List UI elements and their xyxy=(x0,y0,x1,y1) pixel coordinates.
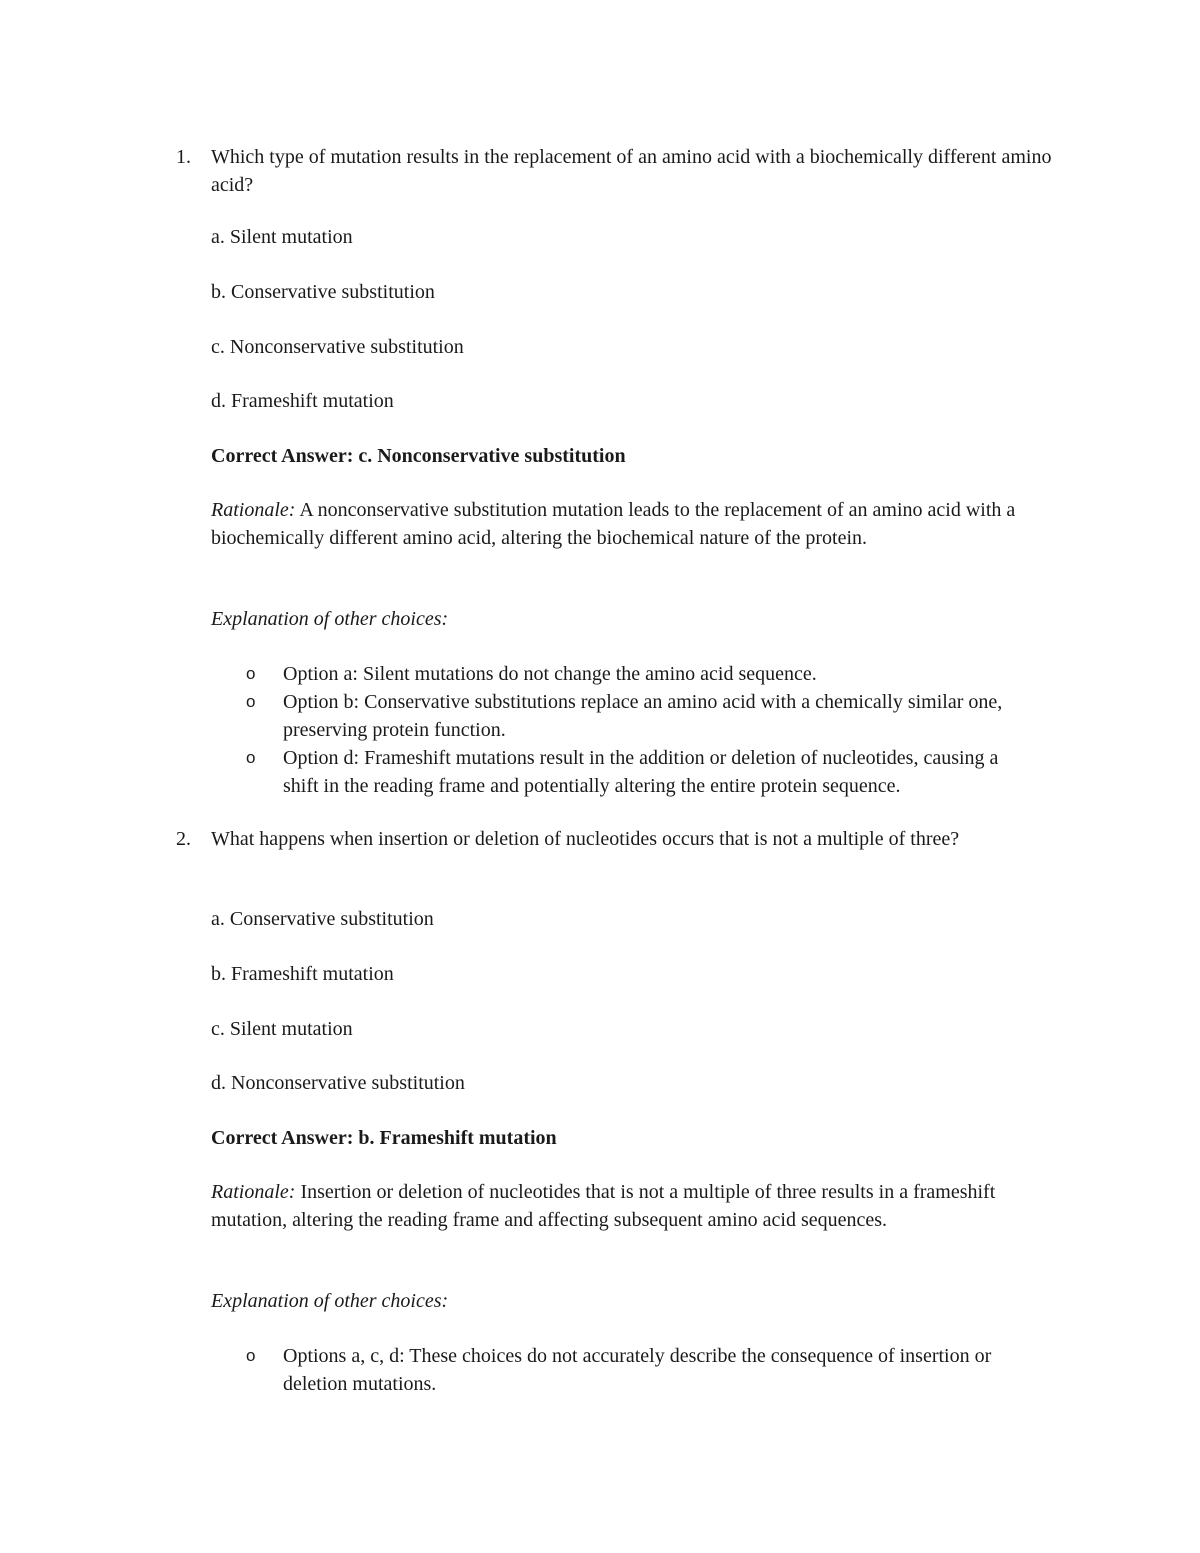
bullet-marker: o xyxy=(246,748,256,767)
explanation-heading: Explanation of other choices: xyxy=(211,1290,449,1312)
bullet-marker: o xyxy=(246,692,256,711)
explanation-heading: Explanation of other choices: xyxy=(211,608,449,630)
option-a: a. Silent mutation xyxy=(211,226,353,248)
question-text: What happens when insertion or deletion of nucleotides occurs that is not a multiple of three? xyxy=(211,828,960,850)
rationale xyxy=(211,496,1061,552)
option-c: c. Nonconservative substitution xyxy=(211,336,464,358)
option-d: d. Frameshift mutation xyxy=(211,390,394,412)
explanation-list xyxy=(246,660,1036,800)
question-number: 1. xyxy=(176,146,191,168)
question-text: Which type of mutation results in the replacement of an amino acid with a biochemically different amino acid? xyxy=(211,146,1052,196)
bullet-marker: o xyxy=(246,1346,256,1365)
rationale xyxy=(211,1178,1061,1234)
rationale-label: Rationale: xyxy=(211,499,296,521)
rationale-text: A nonconservative substitution mutation leads to the replacement of an amino acid with a biochemically different amino acid, altering the biochemical nature of the protein. xyxy=(211,499,1016,549)
correct-answer: Correct Answer: c. Nonconservative substitution xyxy=(211,445,626,467)
option-b: b. Conservative substitution xyxy=(211,281,435,303)
correct-answer: Correct Answer: b. Frameshift mutation xyxy=(211,1127,557,1149)
rationale-label: Rationale: xyxy=(211,1181,296,1203)
explanation-list xyxy=(246,1342,1036,1398)
explanation-item: o Options a, c, d: These choices do not accurately describe the consequence of insertion or deletion mutations. xyxy=(246,1342,1036,1398)
explanation-item: o Option a: Silent mutations do not change the amino acid sequence. xyxy=(246,660,1036,688)
explanation-item: o Option b: Conservative substitutions replace an amino acid with a chemically similar one, preserving protein function. xyxy=(246,688,1036,744)
option-c: c. Silent mutation xyxy=(211,1018,353,1040)
rationale-text: Insertion or deletion of nucleotides that is not a multiple of three results in a frameshift mutation, altering the reading frame and affecting subsequent amino acid sequences. xyxy=(211,1181,996,1231)
bullet-marker: o xyxy=(246,664,256,683)
option-b: b. Frameshift mutation xyxy=(211,963,394,985)
question-number: 2. xyxy=(176,828,191,850)
explanation-item: o Option d: Frameshift mutations result in the addition or deletion of nucleotides, causing a shift in the reading frame and potentially altering the entire protein sequence. xyxy=(246,744,1036,800)
option-a: a. Conservative substitution xyxy=(211,908,434,930)
option-d: d. Nonconservative substitution xyxy=(211,1072,465,1094)
